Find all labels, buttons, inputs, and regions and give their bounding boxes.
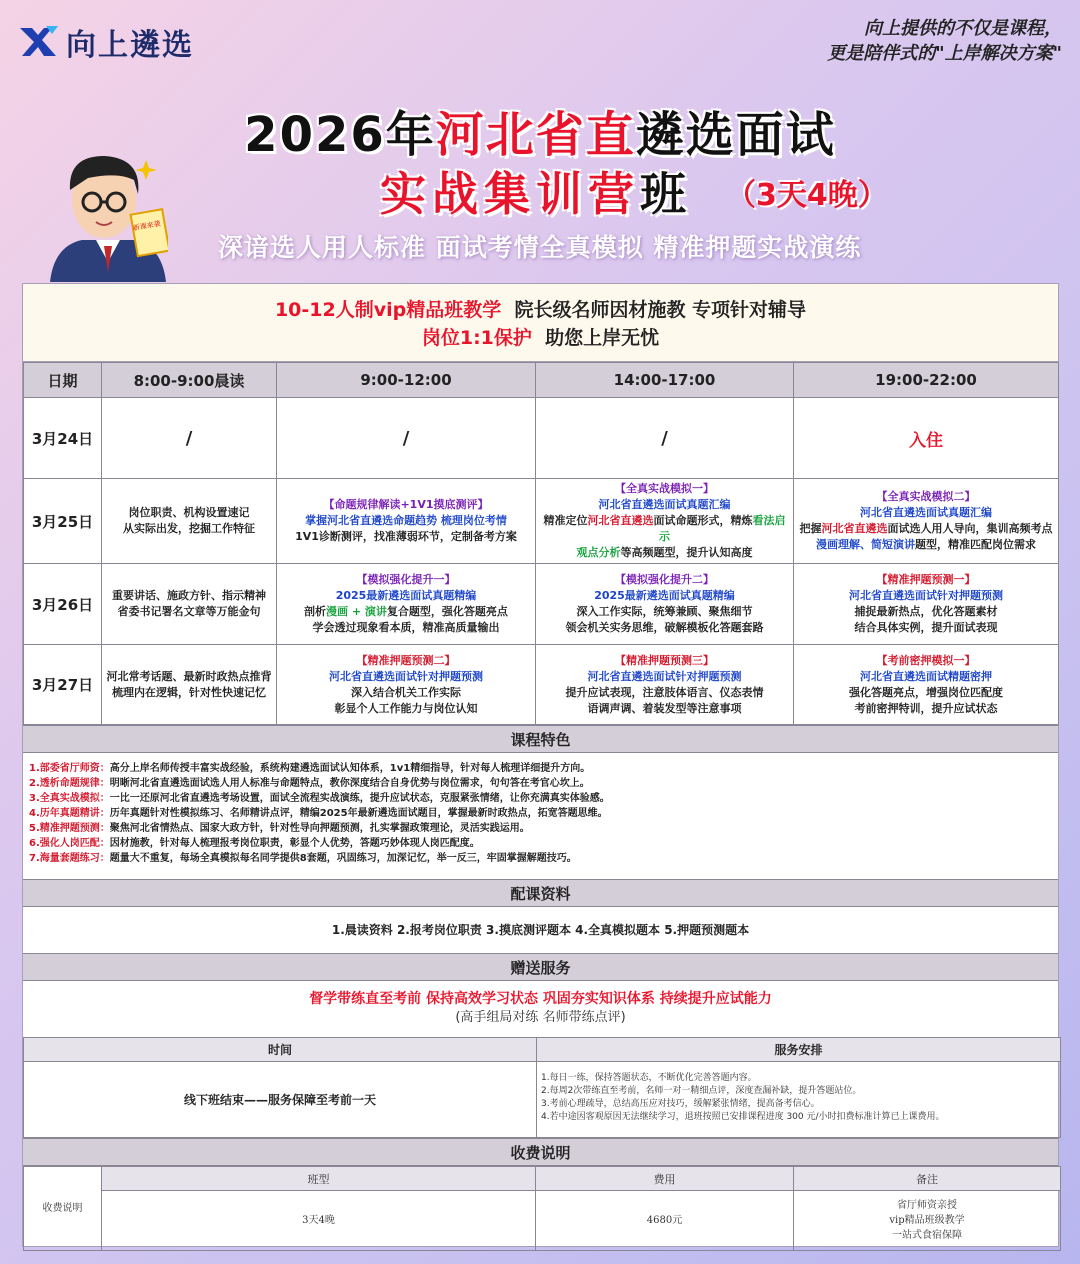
- service-plan-item: 1.每日一练，保持答题状态，不断优化完善答题内容。: [541, 1073, 757, 1083]
- title-class: 班: [640, 167, 692, 221]
- schedule-cell: [794, 564, 1059, 645]
- feature-item: [29, 821, 1052, 836]
- cell-line: [540, 513, 789, 545]
- feature-item: [29, 791, 1052, 806]
- service-plan-item: 3.考前心理疏导，总结高压应对技巧，缓解紧张情绪，提高备考信心。: [541, 1099, 820, 1109]
- title-duration-tag: （3天4晚）: [726, 178, 888, 213]
- schedule-cell: [536, 479, 794, 564]
- page-title-line-1: [0, 96, 1080, 165]
- materials-title: 配课资料: [23, 879, 1058, 907]
- schedule-cell: [277, 479, 536, 564]
- title-suffix: 遴选面试: [635, 107, 836, 163]
- slogan: [827, 16, 1062, 66]
- schedule-cell: [794, 479, 1059, 564]
- schedule-cell: [536, 564, 794, 645]
- schedule-cell-empty: /: [402, 427, 410, 449]
- schedule-header-row: [24, 363, 1059, 398]
- feature-item: [29, 806, 1052, 821]
- cell-heading: 【精准押题预测二】: [356, 653, 456, 667]
- title-highlight: 河北省直: [435, 107, 636, 163]
- cell-text: 面试命题形式，精炼: [653, 514, 753, 527]
- header-date: 日期: [24, 363, 102, 398]
- schedule-cell: [102, 564, 277, 645]
- fees-title: 收费说明: [23, 1138, 1058, 1166]
- cell-subheading: 掌握河北省直遴选命题趋势 梳理岗位考情: [305, 514, 507, 527]
- fees-table: [23, 1166, 1061, 1251]
- gift-sub-text: (高手组局对练 名师带练点评): [455, 1010, 626, 1025]
- cell-text-red: 河北省直遴选: [587, 514, 654, 527]
- feature-text: 因材施教，针对每人梳理报考岗位职责，彰显个人优势，答题巧妙体现人岗匹配度。: [109, 838, 480, 849]
- logo-x-icon: [16, 22, 60, 62]
- cell-line: 强化答题亮点，增强岗位匹配度: [849, 685, 1003, 699]
- cell-subheading: 河北省直遴选面试真题汇编: [598, 498, 731, 511]
- feature-key: 1.部委省厅师资：: [29, 763, 110, 774]
- intro-line-2-text: 助您上岸无忧: [545, 327, 660, 349]
- fees-note: 省厅师资亲授: [897, 1200, 957, 1211]
- header-am: 9:00-12:00: [277, 363, 536, 398]
- cell-text: 面试选人用人导向，集训高频考点: [887, 522, 1053, 535]
- cell-heading: 【命题规律解读+1V1摸底测评】: [323, 498, 489, 511]
- feature-text: 一比一还原河北省直遴选考场设置，面试全流程实战演练，提升应试状态，克服紧张情绪，让你充满真实体验感。: [109, 793, 610, 804]
- service-row: [24, 1062, 1061, 1138]
- schedule-row: [24, 564, 1059, 645]
- cell-line: 梳理内在逻辑，针对性快速记忆: [112, 685, 266, 699]
- fees-row: [24, 1191, 1061, 1251]
- feature-key: 7.海量套题练习：: [29, 853, 110, 864]
- cell-text-green: 看法启示: [659, 514, 786, 543]
- slogan-line-2: 更是陪伴式的"上岸解决方案": [827, 43, 1062, 64]
- features-title: 课程特色: [23, 725, 1058, 753]
- cell-subheading: 河北省直遴选面试针对押题预测: [849, 589, 1003, 602]
- cell-line: [798, 537, 1054, 553]
- cell-text: 剖析: [304, 605, 327, 618]
- schedule-date: 3月24日: [24, 398, 102, 479]
- fees-price: 4680元: [536, 1191, 794, 1251]
- service-header-plan: 服务安排: [537, 1038, 1061, 1062]
- page-title-line-2: [380, 158, 692, 224]
- schedule-cell: [277, 564, 536, 645]
- title-year: 2026年: [244, 107, 436, 163]
- fees-note: vip精品班级教学: [889, 1215, 965, 1226]
- intro-banner: [23, 284, 1058, 362]
- schedule-date: 3月26日: [24, 564, 102, 645]
- feature-key: 6.强化人岗匹配：: [29, 838, 110, 849]
- schedule-cell-empty: /: [661, 427, 668, 449]
- schedule-cell-empty: /: [185, 427, 193, 449]
- schedule-table: [23, 362, 1059, 725]
- service-plan-item: 2.每周2次带练直至考前，名师一对一精细点评，深度查漏补缺，提升答题站位。: [541, 1086, 862, 1096]
- cell-line: 深入结合机关工作实际: [351, 685, 461, 699]
- gift-title: 赠送服务: [23, 953, 1058, 981]
- brand-name: 向上遴选: [66, 28, 194, 63]
- fees-notes: [794, 1191, 1061, 1251]
- schedule-row: [24, 645, 1059, 725]
- cell-line: 提升应试表现，注意肢体语言、仪态表情: [565, 685, 764, 699]
- cell-heading: 【全真实战模拟一】: [615, 482, 714, 495]
- fees-note: 一站式食宿保障: [892, 1230, 962, 1241]
- cell-line: 从实际出发，挖掘工作特征: [123, 522, 255, 535]
- cell-line: 考前密押特训，提升应试状态: [854, 701, 998, 715]
- cell-line: 河北常考话题、最新时政热点推背: [106, 669, 272, 683]
- intro-line-2-highlight: 岗位1:1保护: [421, 327, 532, 349]
- fees-header-row: [24, 1167, 1061, 1191]
- schedule-cell: [102, 479, 277, 564]
- feature-key: 3.全真实战模拟：: [29, 793, 110, 804]
- feature-text: 高分上岸名师传授丰富实战经验，系统构建遴选面试认知体系，1v1精细指导，针对每人梳理详细提升方向。: [109, 763, 591, 774]
- schedule-date: 3月25日: [24, 479, 102, 564]
- cell-subheading: 河北省直遴选面试针对押题预测: [329, 669, 483, 683]
- fees-row-label: 收费说明: [24, 1167, 102, 1251]
- service-plan: [537, 1062, 1061, 1138]
- schedule-date: 3月27日: [24, 645, 102, 725]
- cell-line: 岗位职责、机构设置速记: [128, 506, 250, 519]
- cell-heading: 【精准押题预测三】: [615, 653, 714, 667]
- cell-line: [798, 521, 1054, 537]
- gift-main-text: 督学带练直至考前 保持高效学习状态 巩固夯实知识体系 持续提升应试能力: [309, 991, 772, 1007]
- materials-list: 1.晨读资料 2.报考岗位职责 3.摸底测评题本 4.全真模拟题本 5.押题预测题本: [331, 923, 750, 937]
- cell-line: 1V1诊断测评，找准薄弱环节，定制备考方案: [295, 530, 517, 543]
- feature-key: 4.历年真题精讲：: [29, 808, 110, 819]
- feature-text: 聚焦河北省情热点、国家大政方针，针对性导向押题预测，扎实掌握政策理论，灵活实践运用。: [109, 823, 530, 834]
- cell-line: 领会机关实务思维，破解模板化答题套路: [565, 621, 764, 634]
- feature-item: [29, 761, 1052, 776]
- course-card: [22, 283, 1059, 1247]
- cell-text-blue: 漫画理解、简短演讲: [816, 538, 915, 551]
- schedule-cell: [102, 645, 277, 725]
- feature-key: 5.精准押题预测：: [29, 823, 110, 834]
- header-morning: 8:00-9:00晨读: [102, 363, 277, 398]
- fees-header-price: 费用: [536, 1167, 794, 1191]
- cell-line: [281, 604, 531, 620]
- brand-logo: [16, 20, 194, 64]
- schedule-cell: [536, 645, 794, 725]
- cell-text: 题型，精准匹配岗位需求: [915, 538, 1036, 551]
- service-table: [23, 1037, 1061, 1138]
- cell-text-green: 漫画 + 演讲: [326, 605, 387, 618]
- cell-heading: 【模拟强化提升一】: [356, 573, 456, 586]
- service-header-row: [24, 1038, 1061, 1062]
- cell-line: 深入工作实际，统筹兼顾、聚焦细节: [576, 605, 753, 618]
- cell-line: 学会透过现象看本质，精准高质量输出: [312, 621, 500, 634]
- feature-text: 历年真题针对性模拟练习、名师精讲点评，精编2025年最新遴选面试题目，掌握最新时政热点，拓宽答题思维。: [109, 808, 608, 819]
- feature-text: 题量大不重复，每场全真模拟每名同学提供8套题，巩固练习，加深记忆，举一反三，牢固掌握解题技巧。: [109, 853, 577, 864]
- feature-text: 明晰河北省直遴选面试选人用人标准与命题特点，教你深度结合自身优势与岗位需求，句句答在考官心坎上。: [109, 778, 590, 789]
- cell-subheading: 河北省直遴选面试精题密押: [860, 669, 992, 683]
- cell-line: [540, 545, 789, 561]
- features-list: [23, 753, 1058, 879]
- cell-line: 语调声调、着装发型等注意事项: [587, 701, 742, 715]
- fees-class-type: 3天4晚: [102, 1191, 536, 1251]
- intro-line-1-highlight: 10-12人制vip精品班教学: [274, 299, 502, 321]
- intro-line-2: [23, 324, 1058, 352]
- slogan-line-1: 向上提供的不仅是课程，: [864, 18, 1062, 39]
- cell-heading: 【精准押题预测一】: [876, 573, 976, 586]
- service-header-time: 时间: [24, 1038, 537, 1062]
- header-pm: 14:00-17:00: [536, 363, 794, 398]
- schedule-cell: [794, 645, 1059, 725]
- intro-line-1-text: 院长级名师因材施教 专项针对辅导: [514, 299, 807, 321]
- cell-line: 彰显个人工作能力与岗位认知: [334, 701, 478, 715]
- feature-key: 2.透析命题规律：: [29, 778, 110, 789]
- cell-text: 把握: [799, 522, 822, 535]
- schedule-checkin: 入住: [909, 430, 943, 451]
- cell-heading: 【模拟强化提升二】: [615, 573, 714, 586]
- service-time: 线下班结束——服务保障至考前一天: [24, 1062, 537, 1138]
- feature-item: [29, 836, 1052, 851]
- fees-header-notes: 备注: [794, 1167, 1061, 1191]
- fees-header-class: 班型: [102, 1167, 536, 1191]
- cell-text-green: 观点分析: [576, 546, 621, 559]
- feature-item: [29, 851, 1052, 866]
- service-plan-item: 4.若中途因客观原因无法继续学习，退班按照已安排课程进度 300 元/小时扣费标准计算已上课费用。: [541, 1112, 945, 1122]
- avatar-sign-text: 新课来袭: [132, 219, 162, 233]
- cell-subheading: 2025最新遴选面试真题精编: [335, 589, 477, 602]
- gift-banner: [23, 981, 1058, 1037]
- cell-line: 结合具体实例，提升面试表现: [854, 621, 998, 634]
- cell-text: 精准定位: [543, 514, 588, 527]
- cell-subheading: 2025最新遴选面试真题精编: [594, 589, 735, 602]
- intro-line-1: [23, 296, 1058, 324]
- header-evening: 19:00-22:00: [794, 363, 1059, 398]
- cell-heading: 【全真实战模拟二】: [876, 490, 976, 503]
- cell-heading: 【考前密押模拟一】: [876, 653, 976, 667]
- cell-text: 等高频题型，提升认知高度: [620, 546, 753, 559]
- schedule-cell: [277, 645, 536, 725]
- cell-subheading: 河北省直遴选面试针对押题预测: [587, 669, 742, 683]
- cell-subheading: 河北省直遴选面试真题汇编: [860, 506, 992, 519]
- page-subtitle: 深谙选人用人标准 面试考情全真模拟 精准押题实战演练: [218, 233, 862, 262]
- cell-line: 省委书记署名文章等万能金句: [117, 605, 261, 618]
- cell-text-red: 河北省直遴选: [821, 522, 888, 535]
- teacher-avatar-icon: [48, 150, 168, 282]
- cell-line: 重要讲话、施政方针、指示精神: [112, 589, 266, 602]
- feature-item: [29, 776, 1052, 791]
- schedule-row: [24, 479, 1059, 564]
- cell-text: 复合题型，强化答题亮点: [386, 605, 508, 618]
- title-camp: 实战集训营: [380, 167, 640, 221]
- schedule-row: [24, 398, 1059, 479]
- cell-line: 捕捉最新热点，优化答题素材: [854, 605, 998, 618]
